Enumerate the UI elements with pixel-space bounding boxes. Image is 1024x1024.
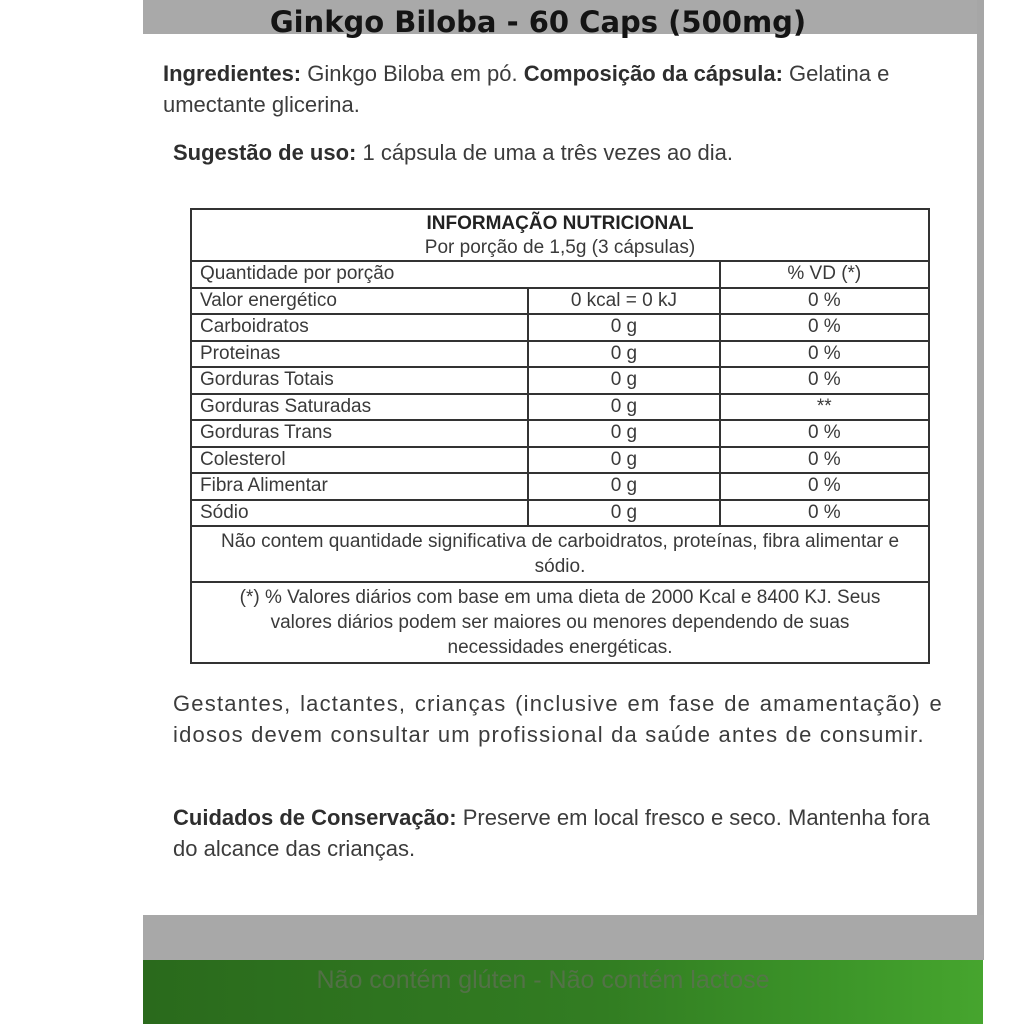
table-row: [191, 420, 929, 447]
table-row: [191, 288, 929, 315]
portion-size: Por porção de 1,5g (3 cápsulas): [424, 237, 696, 258]
capsule-composition-text: Gelatina e umectante glicerina.: [163, 61, 890, 117]
storage-paragraph: [173, 802, 943, 864]
table-note-not-significant: Não contem quantidade significativa de carboidratos, proteínas, fibra alimentar e sódio.: [191, 526, 929, 582]
nutrient-daily-value: 0 %: [720, 341, 929, 368]
nutrient-name: Sódio: [191, 500, 528, 527]
nutrition-table: [190, 208, 930, 664]
capsule-composition-label: Composição da cápsula:: [523, 61, 783, 86]
nutrition-table-title: INFORMAÇÃO NUTRICIONAL: [426, 213, 694, 234]
table-row: [191, 447, 929, 474]
ingredients-paragraph: [163, 58, 953, 120]
storage-label: Cuidados de Conservação:: [173, 805, 457, 830]
table-header-row: [191, 261, 929, 288]
nutrient-amount: 0 g: [528, 447, 719, 474]
nutrient-name: Gorduras Totais: [191, 367, 528, 394]
table-row: [191, 473, 929, 500]
nutrient-amount: 0 g: [528, 500, 719, 527]
nutrient-name: Colesterol: [191, 447, 528, 474]
table-note-row: [191, 526, 929, 582]
ingredients-label: Ingredientes:: [163, 61, 302, 86]
nutrient-amount: 0 g: [528, 367, 719, 394]
bottom-gray-band: [143, 915, 983, 960]
nutrient-daily-value: 0 %: [720, 288, 929, 315]
header-daily-value: % VD (*): [720, 261, 929, 288]
nutrient-amount: 0 kcal = 0 kJ: [528, 288, 719, 315]
nutrient-amount: 0 g: [528, 473, 719, 500]
nutrient-daily-value: **: [720, 394, 929, 421]
nutrient-amount: 0 g: [528, 314, 719, 341]
ingredients-text: Ginkgo Biloba em pó.: [301, 61, 524, 86]
storage-text: Preserve em local fresco e seco. Mantenha fora do alcance das crianças.: [173, 805, 930, 861]
nutrient-daily-value: 0 %: [720, 473, 929, 500]
nutrient-daily-value: 0 %: [720, 447, 929, 474]
table-row: [191, 367, 929, 394]
warning-paragraph: Gestantes, lactantes, crianças (inclusive em fase de amamentação) e idosos devem consultar um profissional da saúde antes de consumir.: [173, 691, 943, 747]
table-title-row: [191, 209, 929, 261]
nutrient-amount: 0 g: [528, 341, 719, 368]
nutrient-name: Gorduras Trans: [191, 420, 528, 447]
table-row: [191, 394, 929, 421]
table-footnote-row: [191, 582, 929, 663]
nutrient-name: Proteinas: [191, 341, 528, 368]
nutrient-amount: 0 g: [528, 420, 719, 447]
nutrient-daily-value: 0 %: [720, 367, 929, 394]
product-title: Ginkgo Biloba - 60 Caps (500mg): [269, 5, 807, 39]
table-title-cell: [191, 209, 929, 261]
nutrient-name: Gorduras Saturadas: [191, 394, 528, 421]
nutrient-daily-value: 0 %: [720, 500, 929, 527]
nutrient-amount: 0 g: [528, 394, 719, 421]
table-row: [191, 500, 929, 527]
table-row: [191, 314, 929, 341]
nutrient-daily-value: 0 %: [720, 314, 929, 341]
allergen-footer-text: Não contém glúten - Não contém lactose: [316, 966, 770, 994]
header-quantity-per-portion: Quantidade por porção: [191, 261, 720, 288]
table-footnote-daily-values: (*) % Valores diários com base em uma dieta de 2000 Kcal e 8400 KJ. Seus valores diários podem ser maiores ou menores dependendo de suas necessidades energéticas.: [191, 582, 929, 663]
table-row: [191, 341, 929, 368]
nutrient-name: Carboidratos: [191, 314, 528, 341]
right-gray-edge: [977, 0, 984, 960]
nutrient-name: Fibra Alimentar: [191, 473, 528, 500]
usage-paragraph: [173, 137, 953, 168]
usage-text: 1 cápsula de uma a três vezes ao dia.: [356, 140, 734, 165]
nutrient-name: Valor energético: [191, 288, 528, 315]
nutrient-daily-value: 0 %: [720, 420, 929, 447]
usage-label: Sugestão de uso:: [173, 140, 357, 165]
